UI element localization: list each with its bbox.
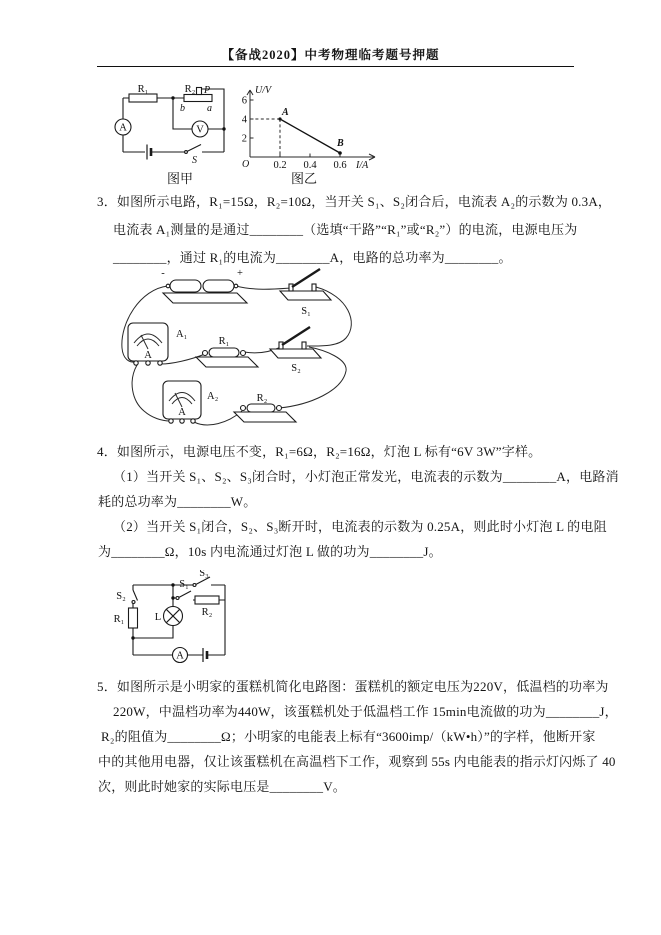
svg-text:V: V xyxy=(196,124,204,136)
y-tick: 4 xyxy=(242,114,247,126)
svg-text:A: A xyxy=(119,122,127,134)
question5-line: R₂的阻值为________Ω；小明家的电能表上标有“3600imp/（kW•h）”的字样，他断开家 xyxy=(101,729,596,744)
ammeter-a2 xyxy=(163,381,219,423)
point-a-label: A xyxy=(282,107,289,118)
switch-s1 xyxy=(176,579,191,600)
switch-s xyxy=(185,145,201,167)
header-divider xyxy=(97,66,574,67)
switch-s1 xyxy=(280,269,331,317)
question4-line: 4．如图所示，电源电压不变，R₁=6Ω，R₂=16Ω，灯泡 L 标有“6V 3W”字样。 xyxy=(97,444,542,459)
svg-text:S: S xyxy=(192,155,197,166)
svg-text:R₂: R₂ xyxy=(184,84,196,95)
switch-s2 xyxy=(116,590,137,604)
lamp-l xyxy=(155,607,183,626)
resistor-r2 xyxy=(195,596,219,618)
battery-plus-label: + xyxy=(237,268,243,279)
svg-text:R₁: R₁ xyxy=(137,84,149,95)
svg-text:S₃: S₃ xyxy=(199,570,209,579)
dashed-guides xyxy=(250,119,280,157)
a2-label: A₂ xyxy=(207,391,219,402)
circuit-figure-jia xyxy=(95,84,237,186)
svg-text:R₂: R₂ xyxy=(201,607,213,618)
svg-text:S₂: S₂ xyxy=(116,591,126,602)
terminal-a-label: a xyxy=(207,103,212,114)
question3-line: 电流表 A₁测量的是通过________（选填“干路”“R₁”或“R₂”）的电流，电源电压为 xyxy=(113,222,578,237)
svg-text:R₂: R₂ xyxy=(256,393,268,404)
svg-text:L: L xyxy=(154,612,162,623)
junction-dot xyxy=(171,596,174,599)
x-tick: 0.2 xyxy=(273,160,287,171)
x-tick: 0.6 xyxy=(333,160,347,171)
junction-dot xyxy=(171,96,174,99)
resistor-r1 xyxy=(196,336,258,367)
battery-symbol xyxy=(203,648,207,662)
ammeter-a1 xyxy=(128,323,187,365)
junction-dot xyxy=(131,636,134,639)
x-axis-label: I/A xyxy=(356,160,369,171)
rheostat-r2 xyxy=(180,84,212,114)
page-header-title: 【备战2020】中考物理临考题号押题 xyxy=(221,48,440,62)
figure-yi-caption: 图乙 xyxy=(290,171,318,186)
x-tick: 0.4 xyxy=(303,160,317,171)
y-tick: 6 xyxy=(242,95,247,107)
battery-symbol xyxy=(147,145,151,160)
terminal-b-label: b xyxy=(180,103,185,114)
svg-text:R₁: R₁ xyxy=(218,336,230,347)
point-b-label: B xyxy=(337,138,344,149)
question5-line: 次，则此时她家的实际电压是________V。 xyxy=(98,779,346,794)
question5-line: 中的其他用电器，仅让该蛋糕机在高温档下工作，观察到 55s 内电能表的指示灯闪烁了 40 xyxy=(98,754,616,769)
ammeter xyxy=(115,119,131,135)
switch-s3 xyxy=(193,570,210,587)
question4-line: （2）当开关 S₁闭合，S₂、S₃断开时，电流表的示数为 0.25A，则此时小灯泡 L 的电阻 xyxy=(113,519,607,534)
y-axis-label: U/V xyxy=(255,85,272,96)
figure-jia-caption: 图甲 xyxy=(166,171,194,186)
y-tick: 2 xyxy=(242,133,247,145)
svg-text:R₁: R₁ xyxy=(113,614,125,625)
ammeter xyxy=(173,648,188,663)
svg-text:S₂: S₂ xyxy=(291,363,301,374)
junction-dot xyxy=(171,583,174,586)
slider-p-label: P xyxy=(204,85,211,96)
junction-dot xyxy=(222,127,225,130)
battery-minus-label: - xyxy=(161,268,165,279)
switch-s2 xyxy=(270,327,321,374)
question3-line: 3．如图所示电路，R₁=15Ω，R₂=10Ω，当开关 S₁、S₂闭合后，电流表 A₂的示数为 0.3A， xyxy=(97,194,612,209)
question3-line: ________，通过 R₁的电流为________A，电路的总功率为________。 xyxy=(113,250,512,265)
data-line xyxy=(278,117,341,154)
battery-pack xyxy=(161,268,247,303)
resistor-r1 xyxy=(129,84,157,102)
question5-line: 5．如图所示是小明家的蛋糕机简化电路图：蛋糕机的额定电压为220V，低温档的功率为 xyxy=(97,679,609,694)
question4-line: 耗的总功率为________W。 xyxy=(98,494,257,509)
svg-text:A: A xyxy=(178,407,186,418)
origin-label: O xyxy=(242,159,250,170)
svg-text:A: A xyxy=(176,650,184,662)
svg-text:S₁: S₁ xyxy=(301,306,311,317)
axes xyxy=(247,90,375,160)
svg-text:A: A xyxy=(144,350,152,361)
a1-label: A₁ xyxy=(176,329,188,340)
question4-line: 为________Ω，10s 内电流通过灯泡 L 做的功为________J。 xyxy=(98,544,442,559)
voltmeter xyxy=(192,121,208,137)
resistor-r1 xyxy=(114,608,138,628)
question5-line: 220W，中温档功率为440W，该蛋糕机处于低温档工作 15min电流做的功为________J， xyxy=(113,704,618,719)
circuit-figure-q4 xyxy=(100,570,238,676)
question4-line: （1）当开关 S₁、S₂、S₃闭合时，小灯泡正常发光，电流表的示数为________A，电路消 xyxy=(113,469,619,484)
circuit-photo-figure-q3 xyxy=(110,263,395,438)
svg-text:S₁: S₁ xyxy=(179,579,189,590)
ui-graph-figure-yi xyxy=(242,82,390,186)
